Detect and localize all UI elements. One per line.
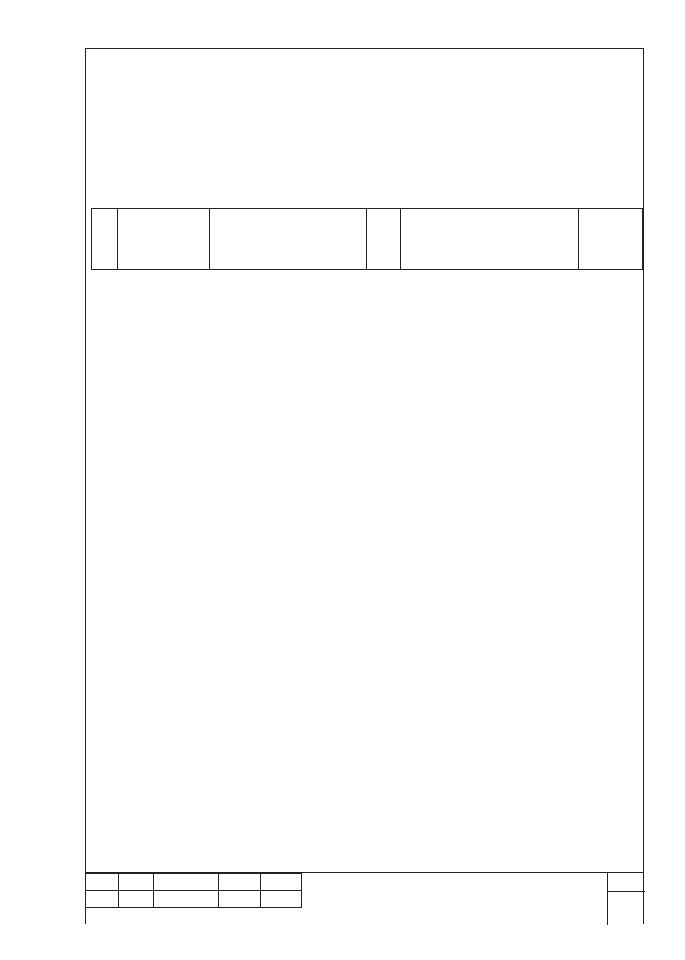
header-address	[401, 209, 579, 270]
header-name	[117, 209, 209, 270]
title-block	[85, 872, 644, 925]
header-no	[92, 209, 118, 270]
revision-table	[85, 873, 302, 908]
sheet-box	[607, 873, 645, 925]
table-header-row	[92, 209, 643, 270]
header-contact	[367, 209, 401, 270]
side-stamp	[51, 462, 85, 916]
header-picture	[210, 209, 367, 270]
header-max-current	[578, 209, 642, 270]
page-frame	[85, 48, 644, 924]
pinout-table	[91, 208, 643, 270]
sheet-label	[608, 873, 645, 892]
